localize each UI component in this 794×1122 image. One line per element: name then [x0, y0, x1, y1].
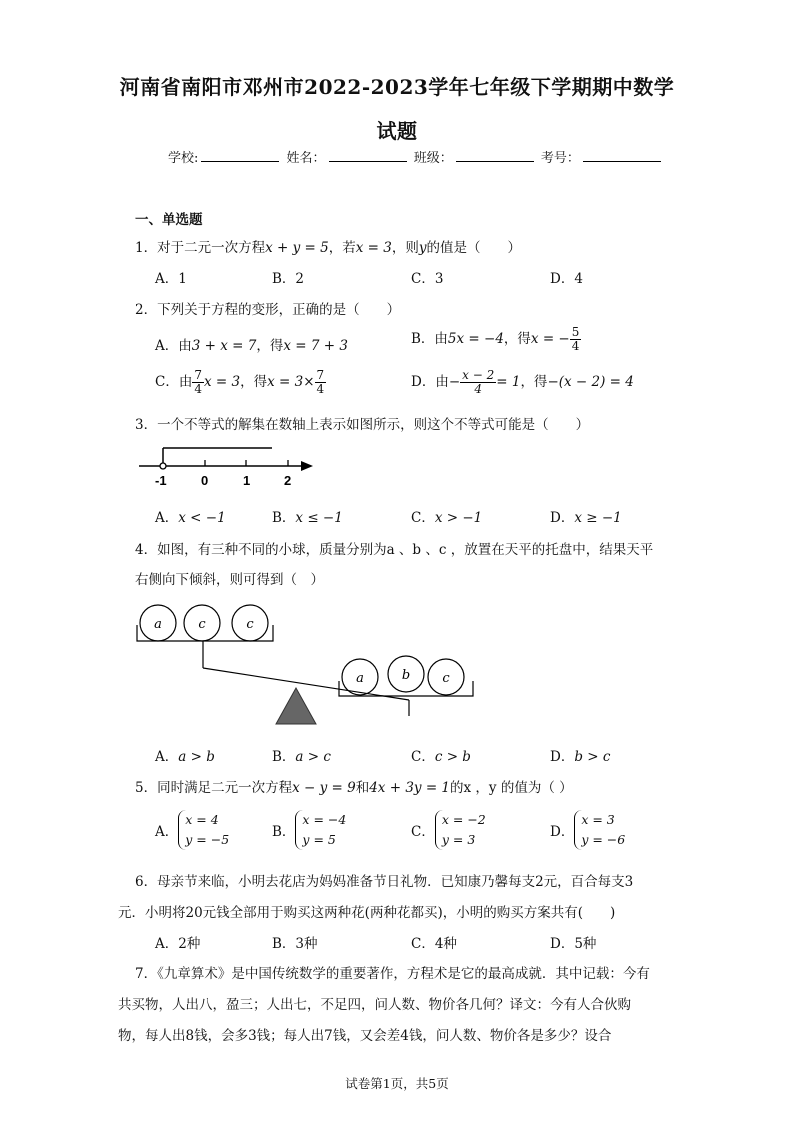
question-6-line2: 元．小明将20元钱全部用于购买这两种花(两种花都买)，小明的购买方案共有( ) — [118, 905, 616, 921]
q6-option-a[interactable]: A．2种 — [155, 936, 201, 952]
q1-option-a[interactable]: A．1 — [155, 271, 187, 287]
fraction: $\frac{7}{4}$ — [194, 368, 202, 396]
question-7-line1: 7．《九章算术》是中国传统数学的重要著作，方程术是它的最高成就．其中记载：今有 — [135, 966, 650, 982]
question-3: 3．一个不等式的解集在数轴上表示如图所示，则这个不等式可能是（ ） — [135, 417, 590, 433]
q4-option-c[interactable]: C．c > b — [411, 749, 471, 765]
section-heading: 一、单选题 — [135, 212, 203, 228]
left-ball-2-label: c — [198, 617, 206, 632]
q3-option-c[interactable]: C．x > −1 — [411, 510, 483, 526]
school-blank[interactable] — [201, 149, 279, 162]
q4-option-a[interactable]: A．a > b — [155, 749, 215, 765]
tick-label-0: 0 — [201, 473, 209, 488]
q6-option-c[interactable]: C．4种 — [411, 936, 457, 952]
school-label: 学校: — [168, 151, 199, 166]
fraction: $\frac{7}{4}$ — [316, 368, 325, 396]
question-4-line2: 右侧向下倾斜，则可得到（ ） — [135, 572, 324, 588]
balance-scale-figure — [133, 600, 478, 730]
equation-system: x = 4 y = −5 — [178, 810, 229, 850]
fulcrum-triangle — [276, 688, 316, 724]
equation-system: x = 3 y = −6 — [574, 810, 625, 850]
q3-option-d[interactable]: D．x ≥ −1 — [550, 510, 622, 526]
tick-label-1: 1 — [243, 473, 251, 488]
page-title-line1: 河南省南阳市邓州市2022-2023学年七年级下学期期中数学 — [119, 75, 675, 99]
q1-option-d[interactable]: D．4 — [550, 271, 583, 287]
tick-label-neg1: -1 — [155, 473, 167, 488]
left-ball-1-label: a — [154, 617, 162, 632]
q2-option-c[interactable]: C．由 $\frac{7}{4}$ x = 3，得x = 3× $\frac{7}{4}$ — [155, 368, 325, 396]
q3-option-a[interactable]: A．x < −1 — [155, 510, 226, 526]
page-title-line2: 试题 — [376, 119, 418, 143]
q6-option-b[interactable]: B．3种 — [272, 936, 318, 952]
q5-option-c[interactable]: C． x = −2 y = 3 — [411, 810, 486, 850]
q4-option-d[interactable]: D．b > c — [550, 749, 611, 765]
exam-number-label: 考号： — [540, 151, 580, 166]
q1-option-b[interactable]: B．2 — [272, 271, 305, 287]
question-5: 5．同时满足二元一次方程x − y = 9和4x + 3y = 1的x ，y 的值为（ ） — [135, 780, 573, 796]
student-info-fields — [168, 147, 664, 166]
equation-system: x = −4 y = 5 — [295, 810, 346, 850]
question-4-line1: 4．如图，有三种不同的小球，质量分别为a 、b 、c ，放置在天平的托盘中，结果天平 — [135, 542, 654, 558]
q1-option-c[interactable]: C．3 — [411, 271, 444, 287]
open-circle-endpoint — [160, 463, 166, 469]
name-label: 姓名： — [286, 151, 326, 166]
q2-option-a[interactable]: A．由3 + x = 7，得x = 7 + 3 — [155, 338, 348, 354]
q6-option-d[interactable]: D．5种 — [550, 936, 597, 952]
tick-label-2: 2 — [284, 473, 292, 488]
name-blank[interactable] — [329, 149, 407, 162]
question-1: 1．对于二元一次方程x + y = 5，若x = 3，则y的值是（ ） — [135, 240, 521, 256]
q5-option-d[interactable]: D． x = 3 y = −6 — [550, 810, 625, 850]
axis-arrow-icon — [301, 461, 313, 471]
q3-option-b[interactable]: B．x ≤ −1 — [272, 510, 343, 526]
equation-system: x = −2 y = 3 — [435, 810, 486, 850]
fraction: $\frac{x - 2}{4}$ — [462, 368, 495, 396]
question-2: 2．下列关于方程的变形，正确的是（ ） — [135, 302, 401, 318]
question-7-line3: 物，每人出8钱，会多3钱；每人出7钱，又会差4钱，问人数、物价各是多少？设合 — [118, 1028, 612, 1044]
q5-option-a[interactable]: A． x = 4 y = −5 — [155, 810, 229, 850]
q4-option-b[interactable]: B．a > c — [272, 749, 331, 765]
fraction: $\frac{5}{4}$ — [571, 325, 580, 353]
class-label: 班级： — [413, 151, 453, 166]
q2-option-b[interactable]: B．由5x = −4，得x = − $\frac{5}{4}$ — [411, 325, 580, 353]
question-7-line2: 共买物，人出八，盈三；人出七，不足四，问人数、物价各几何？译文：今有人合伙购 — [118, 997, 631, 1013]
page-footer: 试卷第1页，共5页 — [345, 1076, 449, 1091]
right-ball-2-label: b — [401, 668, 411, 683]
question-6-line1: 6．母亲节来临，小明去花店为妈妈准备节日礼物．已知康乃馨每支2元，百合每支3 — [135, 874, 634, 890]
right-ball-3-label: c — [442, 671, 450, 686]
right-ball-1-label: a — [356, 671, 364, 686]
exam-number-blank[interactable] — [583, 149, 661, 162]
q5-option-b[interactable]: B． x = −4 y = 5 — [272, 810, 346, 850]
number-line-figure — [135, 440, 320, 490]
class-blank[interactable] — [456, 149, 534, 162]
q2-option-d[interactable]: D．由− $\frac{x - 2}{4}$ = 1，得−(x − 2) = 4 — [411, 368, 634, 396]
left-ball-3-label: c — [246, 617, 254, 632]
